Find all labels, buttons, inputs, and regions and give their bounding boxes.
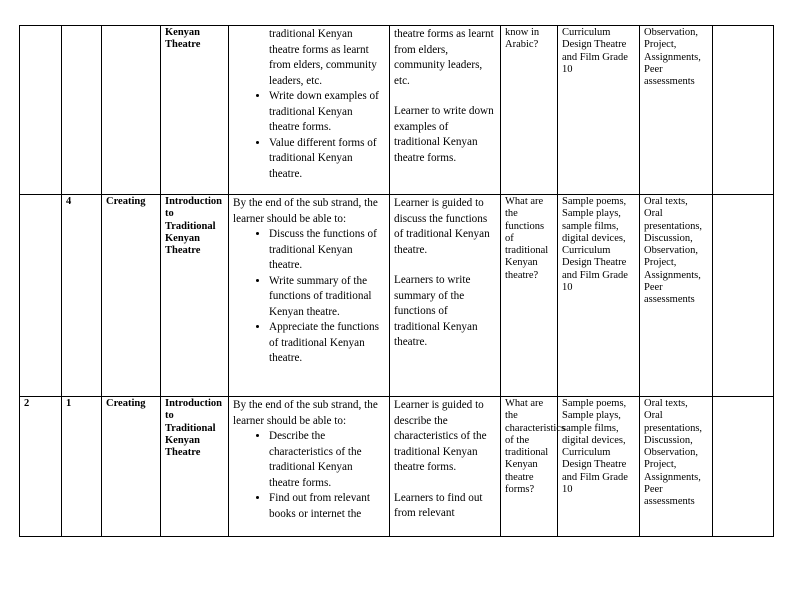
outcomes-intro: By the end of the sub strand, the learner should be able to: bbox=[233, 197, 378, 225]
sub-strand-cell: Introduction to Traditional Kenyan Theatre bbox=[161, 397, 229, 537]
experience-text: Learner is guided to describe the characteristics of the traditional Kenyan theatre forms. bbox=[394, 399, 487, 473]
outcome-item: traditional Kenyan theatre forms as learnt from elders, community leaders, etc. bbox=[269, 28, 377, 87]
outcomes-list bbox=[233, 227, 385, 367]
reflection-cell bbox=[713, 397, 774, 537]
learning-outcomes-cell bbox=[229, 195, 390, 397]
week-cell bbox=[20, 26, 62, 195]
inquiry-question-cell: What are the characteristics of the traditional Kenyan theatre forms? bbox=[501, 397, 558, 537]
strand-cell: Creating bbox=[102, 195, 161, 397]
outcome-item: • Describe the characteristics of the traditional Kenyan theatre forms. bbox=[269, 429, 385, 491]
outcome-item: • Discuss the functions of traditional Kenyan theatre. bbox=[269, 227, 385, 274]
lesson-cell: 4 bbox=[62, 195, 102, 397]
lesson-cell: 1 bbox=[62, 397, 102, 537]
resources-cell: Sample poems, Sample plays, sample films, digital devices, Curriculum Design Theatre and Film Grade 10 bbox=[558, 195, 640, 397]
outcome-item: • Write summary of the functions of traditional Kenyan theatre. bbox=[269, 274, 385, 321]
outcome-item: • Value different forms of traditional Kenyan theatre. bbox=[269, 136, 385, 183]
resources-cell: Sample poems, Sample plays, sample films, digital devices, Curriculum Design Theatre and Film Grade 10 bbox=[558, 397, 640, 537]
outcomes-list bbox=[233, 27, 385, 89]
resources-cell: Curriculum Design Theatre and Film Grade 10 bbox=[558, 26, 640, 195]
table-row bbox=[20, 195, 774, 397]
experience-text: Learner to write down examples of traditional Kenyan theatre forms. bbox=[394, 105, 494, 164]
week-cell: 2 bbox=[20, 397, 62, 537]
reflection-cell bbox=[713, 195, 774, 397]
learning-experiences-cell bbox=[390, 397, 501, 537]
experience-text: Learners to find out from relevant bbox=[394, 491, 483, 519]
sub-strand-cell: Introduction to Traditional Kenyan Theatre bbox=[161, 195, 229, 397]
experience-text: theatre forms as learnt from elders, community leaders, etc. bbox=[394, 28, 494, 87]
assessment-cell: Oral texts, Oral presentations, Discussion, Observation, Project, Assignments, Peer assessments bbox=[640, 195, 713, 397]
week-cell bbox=[20, 195, 62, 397]
outcomes-intro: By the end of the sub strand, the learner should be able to: bbox=[233, 399, 378, 427]
learning-experiences-cell bbox=[390, 26, 501, 195]
table-row bbox=[20, 26, 774, 195]
reflection-cell bbox=[713, 26, 774, 195]
strand-cell: Creating bbox=[102, 397, 161, 537]
assessment-cell: Oral texts, Oral presentations, Discussion, Observation, Project, Assignments, Peer assessments bbox=[640, 397, 713, 537]
outcomes-list bbox=[233, 89, 385, 182]
inquiry-question-cell: What are the functions of traditional Kenyan theatre? bbox=[501, 195, 558, 397]
scheme-of-work-table bbox=[19, 25, 774, 537]
experience-text: Learners to write summary of the functions of traditional Kenyan theatre. bbox=[394, 274, 478, 348]
assessment-cell: Observation, Project, Assignments, Peer assessments bbox=[640, 26, 713, 195]
table-row bbox=[20, 397, 774, 537]
learning-outcomes-cell bbox=[229, 26, 390, 195]
outcome-item: • Find out from relevant books or internet the bbox=[269, 491, 385, 522]
experience-text: Learner is guided to discuss the functions of traditional Kenyan theatre. bbox=[394, 197, 490, 256]
inquiry-question-cell: know in Arabic? bbox=[501, 26, 558, 195]
learning-outcomes-cell bbox=[229, 397, 390, 537]
sub-strand-cell: Kenyan Theatre bbox=[161, 26, 229, 195]
outcomes-list bbox=[233, 429, 385, 522]
outcome-item: • Write down examples of traditional Kenyan theatre forms. bbox=[269, 89, 385, 136]
outcome-item: • Appreciate the functions of traditional Kenyan theatre. bbox=[269, 320, 385, 367]
lesson-cell bbox=[62, 26, 102, 195]
strand-cell bbox=[102, 26, 161, 195]
learning-experiences-cell bbox=[390, 195, 501, 397]
